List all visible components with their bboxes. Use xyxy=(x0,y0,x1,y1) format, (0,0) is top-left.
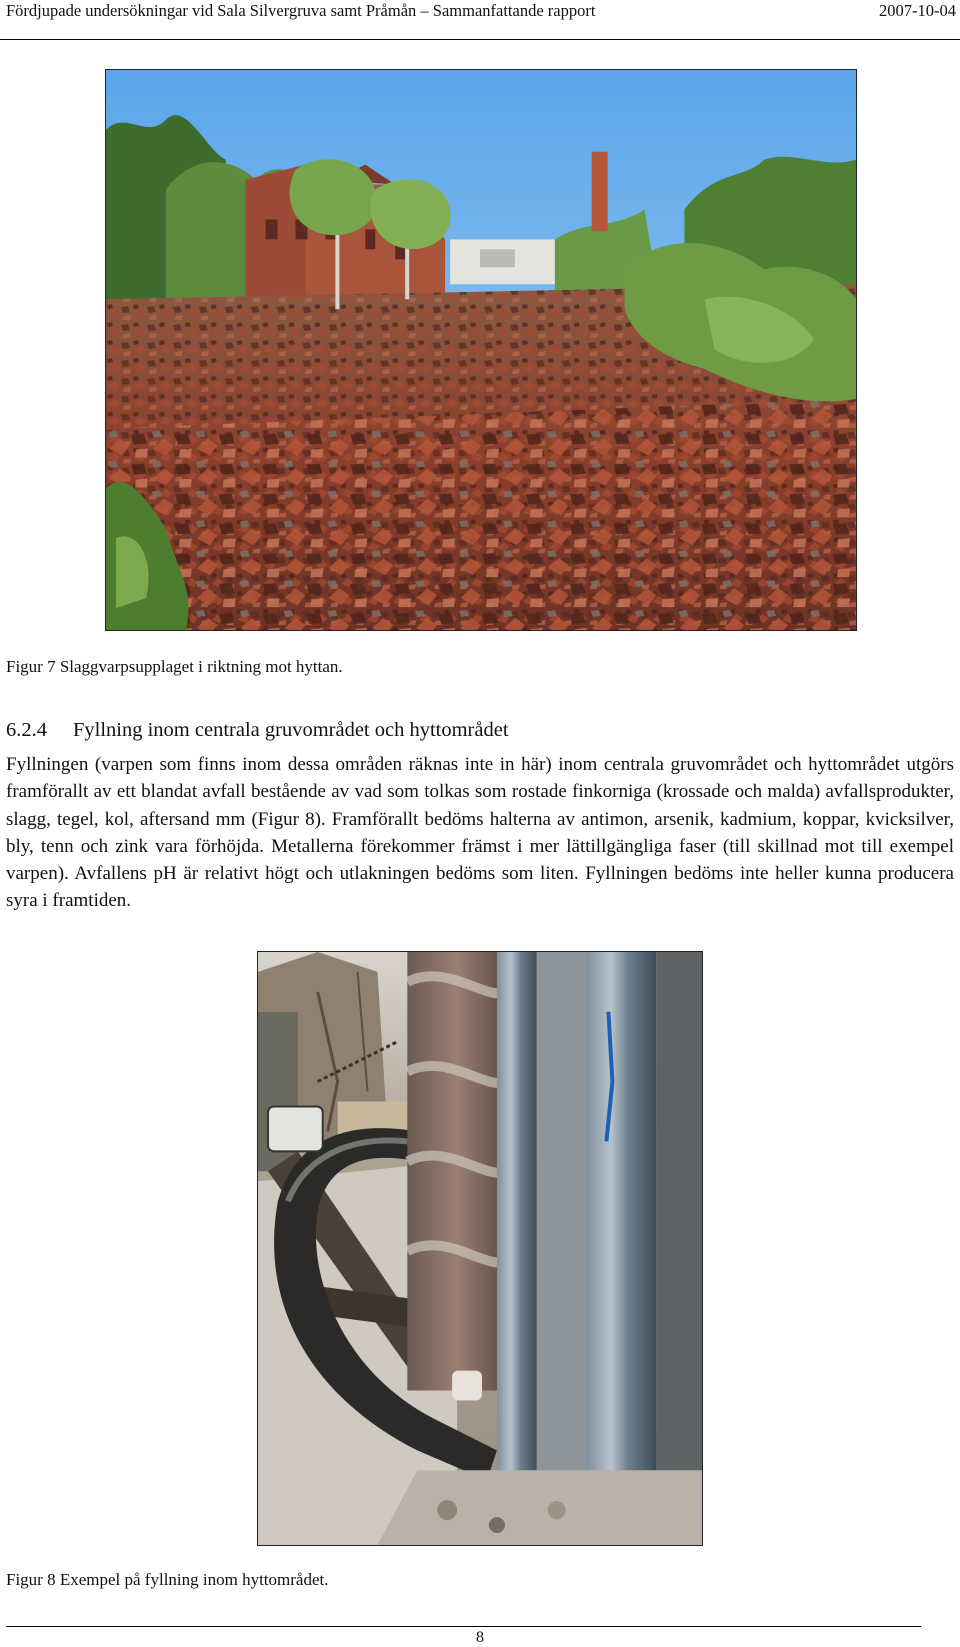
header-date: 2007-10-04 xyxy=(879,1,956,20)
slag-heap-photo xyxy=(106,70,856,630)
drilling-fill-photo xyxy=(258,952,702,1545)
figure-8-caption: Figur 8 Exempel på fyllning inom hyttområdet. xyxy=(6,1570,329,1589)
body-paragraph: Fyllningen (varpen som finns inom dessa områden räknas inte in här) inom centrala gruvområdet och hyttområdet utgörs framförallt av ett blandat avfall bestående av vad som tolkas som rostade finkorniga (krossade och malda) avfallsprodukter, slagg, tegel, kol, aftersand mm (Figur 8). Framförallt bedöms halterna av antimon, arsenik, kadmium, koppar, kvicksilver, bly, tenn och zink vara förhöjda. Metallerna förekommer främst i mer lättillgängliga faser (till skillnad mot till exempel varpen). Avfallens pH är relativt högt och utlakningen bedöms som liten. Fyllningen bedöms inte heller kunna producera syra i framtiden. xyxy=(6,754,954,912)
figure-8-photo xyxy=(257,951,703,1546)
page-header xyxy=(0,0,960,40)
figure-7-caption: Figur 7 Slaggvarpsupplaget i riktning mot hyttan. xyxy=(6,657,343,676)
figure-7-photo xyxy=(105,69,857,631)
header-title: Fördjupade undersökningar vid Sala Silvergruva samt Pråmån – Sammanfattande rapport xyxy=(6,1,596,20)
section-title: Fyllning inom centrala gruvområdet och hyttområdet xyxy=(73,719,509,741)
footer-rule xyxy=(6,1626,921,1627)
page-number: 8 xyxy=(476,1629,484,1646)
header-rule xyxy=(0,39,960,40)
section-heading xyxy=(6,717,509,743)
section-number: 6.2.4 xyxy=(6,719,47,741)
